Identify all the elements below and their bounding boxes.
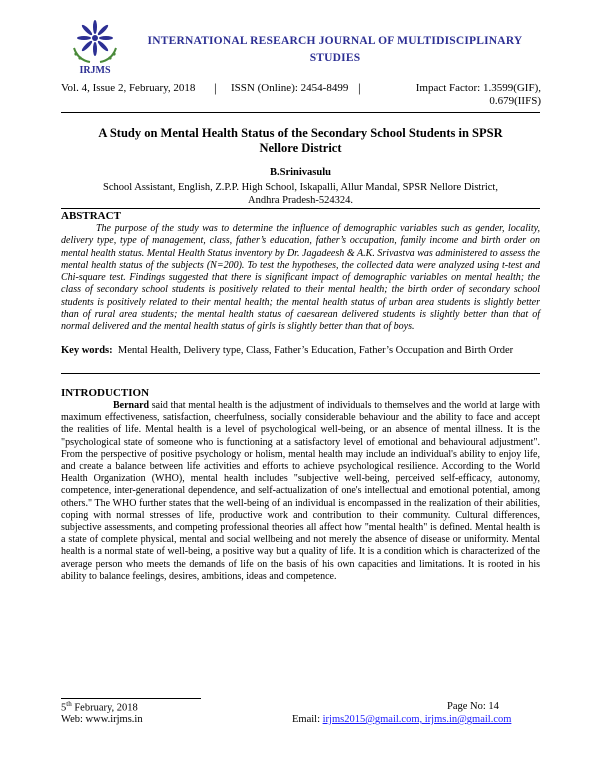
logo-text: IRJMS [79, 65, 111, 76]
footer-email [292, 714, 511, 725]
keywords-divider [61, 373, 540, 374]
intro-lead-name: Bernard [113, 400, 150, 411]
date-rest: February, 2018 [71, 702, 138, 714]
abstract-text: The purpose of the study was to determine the influence of demographic variables such as gender, locality, delivery type, type of management, class, father’s education, father’s occupation, family income and birth order on mental health status. Mental Health Status inventory by Dr. Jagadeesh & A.K. Srivastva was administered to assess the mental health status of the subjects (N=200). To test the hypotheses, the collected data were analyzed using t-test and Chi-square test. Findings suggested that there is significant impact of demographic variables on mental health; the class of secondary school students is positively related to their mental health; the birth order of secondary school students is positively related to their mental health; the mental health status of urban area students is slightly better than of rural area students; the mental health status of caesarean delivered students is slightly better than that of normal delivered and the mental health status of girls is slightly better than that of boys. [61, 223, 540, 333]
footer-date [61, 700, 138, 714]
affiliation-line2: Andhra Pradesh-524324. [248, 195, 353, 206]
issn: ISSN (Online): 2454-8499 [231, 82, 349, 94]
journal-title-line1: INTERNATIONAL RESEARCH JOURNAL OF MULTIDISCIPLINARY [147, 35, 523, 47]
abstract-heading: ABSTRACT [61, 210, 121, 222]
paper-title [61, 126, 540, 156]
author-affiliation [61, 181, 540, 207]
impact-factor-line2: 0.679(IIFS) [489, 95, 541, 107]
journal-title [140, 33, 530, 67]
separator: | [214, 80, 217, 95]
email-links[interactable]: irjms2015@gmail.com, irjms.in@gmail.com [322, 714, 512, 725]
date-day: 5 [61, 702, 67, 714]
footer-divider [61, 698, 201, 699]
abstract-divider [61, 208, 540, 209]
separator: | [358, 80, 361, 95]
keywords-text: Mental Health, Delivery type, Class, Father’s Education, Father’s Occupation and Birth Order [117, 345, 514, 356]
affiliation-line1: School Assistant, English, Z.P.P. High School, Iskapalli, Allur Mandal, SPSR Nellore District, [103, 182, 498, 193]
date-suffix: th [66, 700, 72, 708]
introduction-text [61, 400, 540, 583]
paper-title-line2: Nellore District [259, 141, 342, 155]
paper-title-line1: A Study on Mental Health Status of the Secondary School Students in SPSR [98, 126, 503, 140]
page-number: Page No: 14 [447, 701, 499, 712]
author-name: B.Srinivasulu [270, 167, 331, 178]
introduction-heading: INTRODUCTION [61, 387, 150, 399]
keywords-label: Key words: [61, 345, 113, 356]
footer-web: Web: www.irjms.in [61, 714, 143, 725]
impact-factor-line1: Impact Factor: 1.3599(GIF), [415, 82, 541, 94]
keywords [61, 344, 540, 357]
journal-logo [60, 18, 130, 76]
email-label: Email: [292, 714, 323, 725]
journal-title-line2: STUDIES [309, 52, 361, 64]
intro-paragraph: said that mental health is the adjustment of individuals to themselves and the world at large with maximum effectiveness, satisfaction, cheerfulness, socially considerable behaviour and the ability to face and accept the realities of life. Mental health is a level of psychological well-being, or an absence of mental illness. It is the "psychological state of someone who is functioning at a satisfactory level of emotional and behavioural adjustment". From the perspective of positive psychology or holism, mental health may include an individual's ability to enjoy life, and create a balance between life activities and efforts to achieve psychological resilience. According to the World Health Organization (WHO), mental health includes "subjective well-being, perceived self-efficacy, autonomy, competence, inter-generational dependence, and self-actualization of one's intellectual and emotional potential, among others." The WHO further states that the well-being of an individual is encompassed in the realization of their abilities, coping with normal stresses of life, productive work and contribution to their community. Cultural differences, subjective assessments, and competing professional theories all affect how "mental health" is defined. Mental health is a state of complete physical, mental and social wellbeing and not merely the absence of disease or uniformity. Mental health is a normal state of well-being, a positive way but a quality of life. It is a condition which is characterized of the average person who meets the demands of life on the basis of his own capacities and limitations. It is rooted in his ability to balance feelings, desires, ambitions, ideas and competence. [61, 400, 540, 582]
header-divider [61, 112, 540, 113]
volume-issue: Vol. 4, Issue 2, February, 2018 [61, 82, 196, 94]
